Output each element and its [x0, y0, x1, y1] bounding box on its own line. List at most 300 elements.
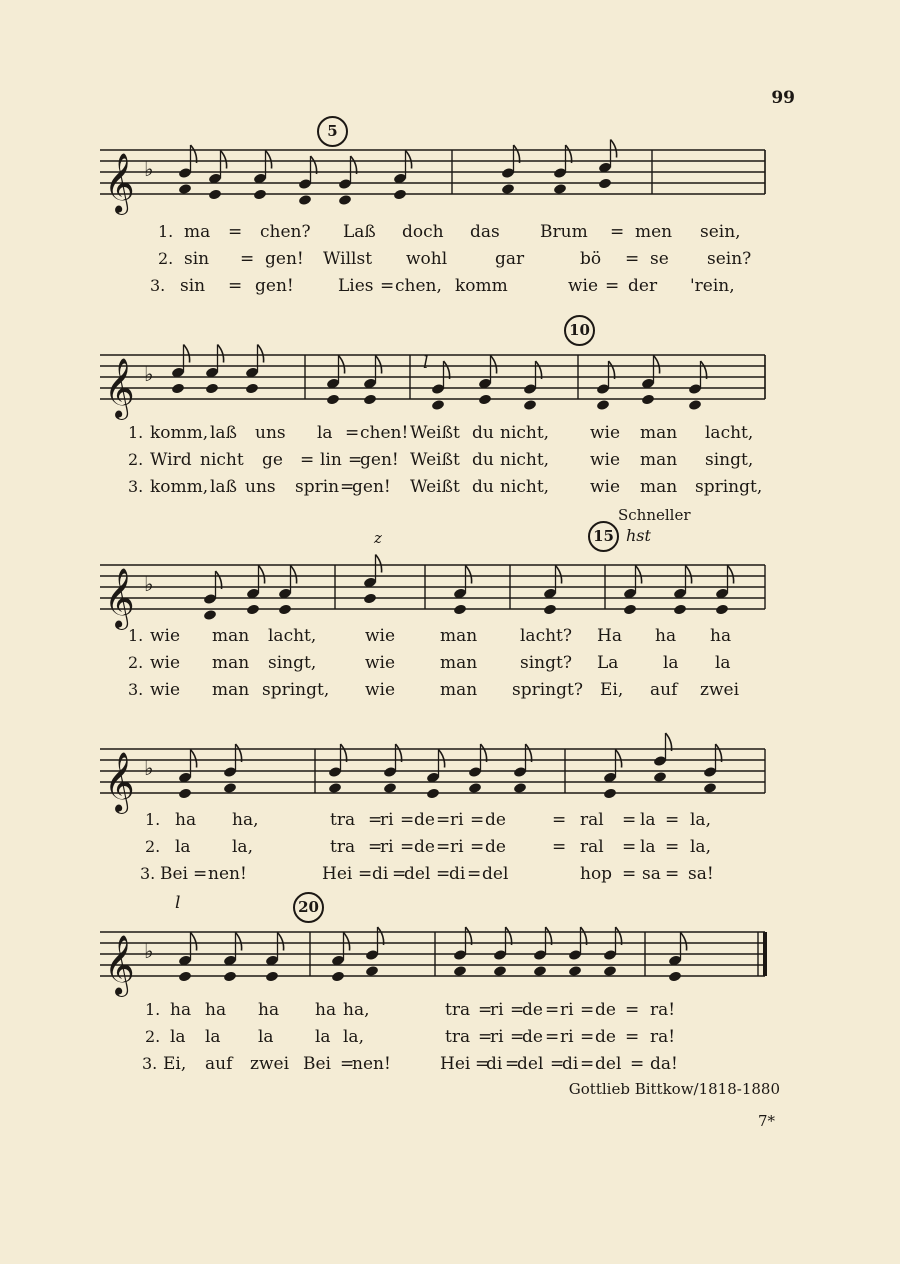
- note-head: [493, 965, 507, 977]
- lyric-hyphen: =: [340, 1054, 355, 1074]
- flat-key-signature-icon: ♭: [144, 939, 154, 963]
- lyric-syllable: ha,: [343, 1000, 370, 1020]
- lyric-syllable: Weißt: [410, 423, 460, 443]
- lyric-syllable: springt,: [695, 477, 763, 497]
- lyric-syllable: di: [449, 864, 466, 884]
- lyric-syllable: se: [650, 249, 669, 269]
- lyric-syllable: Hei: [440, 1054, 471, 1074]
- lyric-syllable: Weißt: [410, 450, 460, 470]
- lyric-syllable: wie: [150, 680, 181, 700]
- lyric-hyphen: =: [228, 222, 243, 242]
- lyric-hyphen: =: [580, 1027, 595, 1047]
- lyric-syllable: de: [522, 1027, 543, 1047]
- flat-key-signature-icon: ♭: [144, 362, 154, 386]
- lyric-syllable: la,: [232, 837, 253, 857]
- rehearsal-mark-10: 10: [564, 315, 595, 346]
- lyric-syllable: ri: [560, 1000, 574, 1020]
- flat-key-signature-icon: ♭: [144, 572, 154, 596]
- lyric-syllable: de: [485, 810, 506, 830]
- lyric-hyphen: =: [240, 249, 255, 269]
- note-flag: [278, 933, 284, 951]
- lyric-hyphen: =: [580, 1000, 595, 1020]
- lyric-syllable: la,: [690, 810, 711, 830]
- lyric-hyphen: =: [552, 810, 567, 830]
- verse-line: [0, 680, 900, 706]
- lyric-hyphen: =: [436, 837, 451, 857]
- note-head: [208, 188, 222, 200]
- lyric-syllable: ma: [184, 222, 211, 242]
- lyric-hyphen: =: [470, 810, 485, 830]
- note-flag: [216, 571, 222, 589]
- note-flag: [258, 345, 264, 363]
- note-head: [533, 965, 547, 977]
- lyric-syllable: de: [522, 1000, 543, 1020]
- lyric-syllable: del: [404, 864, 431, 884]
- lyric-hyphen: =: [392, 864, 407, 884]
- lyric-syllable: Lies: [338, 276, 374, 296]
- lyric-hyphen: =: [348, 450, 363, 470]
- lyric-hyphen: =: [368, 837, 383, 857]
- note-head: [338, 194, 352, 206]
- note-flag: [341, 744, 347, 762]
- verse-number: 3.: [142, 1054, 158, 1073]
- verse-number: 3.: [140, 864, 156, 883]
- lyric-syllable: der: [628, 276, 658, 296]
- lyric-syllable: komm,: [150, 423, 209, 443]
- verse-number: 1.: [128, 423, 144, 442]
- lyric-syllable: Brum: [540, 222, 588, 242]
- lyric-syllable: komm,: [150, 477, 209, 497]
- note-head: [568, 965, 582, 977]
- verse-line: [0, 864, 900, 890]
- lyric-syllable: singt,: [705, 450, 754, 470]
- verse-line: [0, 837, 900, 863]
- articulation-z: z: [374, 529, 382, 547]
- lyric-hyphen: =: [665, 864, 680, 884]
- staff-lines: [100, 343, 770, 418]
- lyric-syllable: nicht,: [500, 477, 550, 497]
- lyric-hyphen: =: [622, 837, 637, 857]
- treble-clef-icon: 𝄞: [104, 358, 135, 418]
- lyric-hyphen: =: [478, 1027, 493, 1047]
- lyric-syllable: Weißt: [410, 477, 460, 497]
- lyric-syllable: di: [486, 1054, 503, 1074]
- lyric-hyphen: =: [436, 864, 451, 884]
- note-head: [178, 970, 192, 982]
- note-flag: [396, 744, 402, 762]
- lyric-syllable: man: [212, 626, 250, 646]
- lyric-syllable: tra: [445, 1027, 471, 1047]
- note-head: [171, 382, 185, 394]
- note-flag: [701, 361, 707, 379]
- note-head: [178, 787, 192, 799]
- lyric-hyphen: =: [475, 1054, 490, 1074]
- verse-number: 1.: [145, 1000, 161, 1019]
- lyric-syllable: Ei,: [163, 1054, 187, 1074]
- staff-system-3: [100, 553, 770, 628]
- note-flag: [344, 933, 350, 951]
- lyric-syllable: Ha: [597, 626, 622, 646]
- note-head: [453, 603, 467, 615]
- note-flag: [536, 361, 542, 379]
- note-flag: [526, 744, 532, 762]
- staff-lines: [100, 138, 770, 213]
- lyric-syllable: wie: [568, 276, 599, 296]
- staff-system-5: [100, 920, 770, 995]
- note-head: [205, 382, 219, 394]
- lyric-syllable: laß: [210, 477, 237, 497]
- lyric-syllable: ha: [175, 810, 197, 830]
- lyric-syllable: sin: [180, 276, 206, 296]
- lyric-syllable: ri: [380, 837, 394, 857]
- lyric-syllable: 'rein,: [690, 276, 735, 296]
- lyric-syllable: springt,: [262, 680, 330, 700]
- note-flag: [266, 151, 272, 169]
- note-flag: [376, 356, 382, 374]
- note-head: [668, 970, 682, 982]
- lyric-syllable: Wird: [150, 450, 192, 470]
- lyric-syllable: ral: [580, 810, 604, 830]
- note-head: [223, 970, 237, 982]
- lyric-syllable: la: [640, 810, 656, 830]
- verse-number: 1.: [128, 626, 144, 645]
- verse-number: 2.: [145, 1027, 161, 1046]
- lyric-syllable: nicht,: [500, 423, 550, 443]
- note-head: [203, 609, 217, 621]
- verse-line: [0, 276, 900, 302]
- lyric-hyphen: =: [478, 1000, 493, 1020]
- note-flag: [259, 566, 265, 584]
- note-head: [688, 399, 702, 411]
- lyric-syllable: ri: [450, 837, 464, 857]
- lyric-syllable: hop: [580, 864, 613, 884]
- note-flag: [481, 744, 487, 762]
- verse-line: [0, 1054, 900, 1080]
- lyric-hyphen: =: [552, 837, 567, 857]
- lyric-syllable: del: [595, 1054, 622, 1074]
- verse-number: 2.: [128, 450, 144, 469]
- rehearsal-mark-15: 15: [588, 521, 619, 552]
- lyric-hyphen: =: [625, 249, 640, 269]
- lyric-hyphen: =: [505, 1054, 520, 1074]
- note-head: [363, 592, 377, 604]
- articulation-l-2: l: [175, 893, 181, 913]
- lyric-syllable: ha: [258, 1000, 280, 1020]
- lyric-syllable: chen!: [360, 423, 409, 443]
- lyric-syllable: zwei: [250, 1054, 290, 1074]
- lyric-syllable: tra: [445, 1000, 471, 1020]
- note-flag: [466, 566, 472, 584]
- note-head: [673, 603, 687, 615]
- verse-line: [0, 450, 900, 476]
- verse-line: [0, 249, 900, 275]
- lyric-syllable: auf: [205, 1054, 233, 1074]
- note-flag: [221, 151, 227, 169]
- lyric-hyphen: =: [625, 1027, 640, 1047]
- lyric-syllable: singt,: [268, 653, 317, 673]
- note-flag: [636, 566, 642, 584]
- lyric-syllable: man: [440, 680, 478, 700]
- lyric-syllable: gen!: [265, 249, 304, 269]
- lyric-hyphen: =: [193, 864, 208, 884]
- lyric-syllable: Laß: [343, 222, 376, 242]
- note-flag: [616, 750, 622, 768]
- lyric-hyphen: =: [300, 450, 315, 470]
- lyric-hyphen: =: [545, 1027, 560, 1047]
- lyric-syllable: sa!: [688, 864, 714, 884]
- lyric-syllable: man: [640, 423, 678, 443]
- lyric-hyphen: =: [358, 864, 373, 884]
- verse-number: 2.: [145, 837, 161, 856]
- lyric-syllable: doch: [402, 222, 444, 242]
- note-head: [253, 188, 267, 200]
- lyric-syllable: de: [414, 810, 435, 830]
- lyric-hyphen: =: [630, 1054, 645, 1074]
- note-head: [298, 194, 312, 206]
- lyric-syllable: Willst: [323, 249, 373, 269]
- note-head: [598, 177, 612, 189]
- lyric-syllable: man: [440, 653, 478, 673]
- note-head: [326, 393, 340, 405]
- note-head: [246, 603, 260, 615]
- note-head: [703, 782, 717, 794]
- note-head: [331, 970, 345, 982]
- lyric-syllable: nicht,: [500, 450, 550, 470]
- lyric-syllable: la: [205, 1027, 221, 1047]
- note-flag: [291, 566, 297, 584]
- rehearsal-mark-20: 20: [293, 892, 324, 923]
- note-head: [513, 782, 527, 794]
- lyric-syllable: de: [595, 1027, 616, 1047]
- page-number: 99: [771, 88, 795, 108]
- lyric-hyphen: =: [470, 837, 485, 857]
- verse-line: [0, 1000, 900, 1026]
- lyric-syllable: wie: [590, 477, 621, 497]
- lyric-hyphen: =: [400, 837, 415, 857]
- lyric-syllable: ha: [205, 1000, 227, 1020]
- note-flag: [546, 927, 552, 945]
- lyric-hyphen: =: [622, 864, 637, 884]
- lyric-syllable: Bei: [160, 864, 188, 884]
- lyric-syllable: zwei: [700, 680, 740, 700]
- lyric-syllable: la: [258, 1027, 274, 1047]
- note-flag: [654, 356, 660, 374]
- note-head: [543, 603, 557, 615]
- lyric-syllable: gen!: [360, 450, 399, 470]
- note-head: [523, 399, 537, 411]
- lyric-hyphen: =: [380, 276, 395, 296]
- note-flag: [339, 356, 345, 374]
- lyric-syllable: du: [472, 423, 494, 443]
- lyric-syllable: tra: [330, 837, 356, 857]
- note-head: [623, 603, 637, 615]
- verse-line: [0, 626, 900, 652]
- lyric-syllable: lacht,: [705, 423, 754, 443]
- lyric-hyphen: =: [368, 810, 383, 830]
- note-flag: [236, 744, 242, 762]
- rehearsal-mark-5: 5: [317, 116, 348, 147]
- lyric-hyphen: =: [400, 810, 415, 830]
- lyric-syllable: ha: [710, 626, 732, 646]
- note-flag: [218, 345, 224, 363]
- lyric-syllable: wie: [590, 450, 621, 470]
- lyric-syllable: singt?: [520, 653, 572, 673]
- lyric-syllable: sprin: [295, 477, 340, 497]
- note-flag: [184, 345, 190, 363]
- lyric-syllable: ri: [380, 810, 394, 830]
- lyric-syllable: das: [470, 222, 500, 242]
- lyric-hyphen: =: [510, 1000, 525, 1020]
- note-flag: [556, 566, 562, 584]
- note-flag: [378, 927, 384, 945]
- lyric-syllable: Bei: [303, 1054, 331, 1074]
- lyric-syllable: nen!: [208, 864, 247, 884]
- note-head: [245, 382, 259, 394]
- lyric-syllable: man: [212, 680, 250, 700]
- note-head: [365, 965, 379, 977]
- note-flag: [611, 140, 617, 158]
- note-head: [596, 399, 610, 411]
- note-flag: [686, 566, 692, 584]
- lyric-syllable: lin: [320, 450, 342, 470]
- lyric-hyphen: =: [665, 810, 680, 830]
- flat-key-signature-icon: ♭: [144, 157, 154, 181]
- lyric-syllable: ge: [262, 450, 283, 470]
- lyric-syllable: gen!: [352, 477, 391, 497]
- lyric-syllable: auf: [650, 680, 678, 700]
- verse-number: 2.: [158, 249, 174, 268]
- note-flag: [506, 927, 512, 945]
- lyric-syllable: la: [170, 1027, 186, 1047]
- lyric-syllable: del: [482, 864, 509, 884]
- verse-line: [0, 810, 900, 836]
- lyric-syllable: di: [372, 864, 389, 884]
- note-head: [715, 603, 729, 615]
- lyric-syllable: lacht,: [268, 626, 317, 646]
- note-head: [265, 970, 279, 982]
- lyric-syllable: springt?: [512, 680, 583, 700]
- lyric-syllable: la: [663, 653, 679, 673]
- flat-key-signature-icon: ♭: [144, 756, 154, 780]
- lyric-syllable: ha: [655, 626, 677, 646]
- lyric-hyphen: =: [665, 837, 680, 857]
- note-flag: [728, 566, 734, 584]
- lyric-syllable: la: [640, 837, 656, 857]
- lyric-syllable: ha,: [232, 810, 259, 830]
- lyric-hyphen: =: [605, 276, 620, 296]
- note-head: [468, 782, 482, 794]
- verse-number: 2.: [128, 653, 144, 672]
- lyric-syllable: de: [595, 1000, 616, 1020]
- note-flag: [581, 927, 587, 945]
- lyric-syllable: la: [715, 653, 731, 673]
- verse-line: [0, 423, 900, 449]
- note-head: [641, 393, 655, 405]
- lyric-syllable: nen!: [352, 1054, 391, 1074]
- lyric-hyphen: =: [625, 1000, 640, 1020]
- note-flag: [681, 933, 687, 951]
- lyric-hyphen: =: [610, 222, 625, 242]
- verse-line: [0, 222, 900, 248]
- note-flag: [191, 933, 197, 951]
- note-flag: [666, 733, 672, 751]
- lyric-syllable: wie: [365, 680, 396, 700]
- lyric-hyphen: =: [622, 810, 637, 830]
- note-flag: [439, 750, 445, 768]
- lyric-syllable: chen?: [260, 222, 311, 242]
- lyric-syllable: la: [317, 423, 333, 443]
- lyric-syllable: sein,: [700, 222, 741, 242]
- note-flag: [609, 361, 615, 379]
- note-flag: [491, 356, 497, 374]
- lyric-hyphen: =: [510, 1027, 525, 1047]
- verse-number: 3.: [128, 477, 144, 496]
- lyric-syllable: de: [485, 837, 506, 857]
- note-head: [383, 782, 397, 794]
- lyric-hyphen: =: [467, 864, 482, 884]
- lyric-syllable: la,: [690, 837, 711, 857]
- note-flag: [376, 555, 382, 573]
- treble-clef-icon: 𝄞: [104, 568, 135, 628]
- verse-number: 3.: [150, 276, 166, 295]
- staff-system-4: [100, 737, 770, 812]
- lyric-syllable: man: [440, 626, 478, 646]
- note-flag: [191, 750, 197, 768]
- lyric-syllable: uns: [255, 423, 286, 443]
- lyric-syllable: La: [597, 653, 619, 673]
- note-head: [363, 393, 377, 405]
- treble-clef-icon: 𝄞: [104, 153, 135, 213]
- lyric-syllable: de: [414, 837, 435, 857]
- staff-lines: [100, 737, 770, 812]
- lyric-syllable: wohl: [406, 249, 448, 269]
- note-head: [178, 183, 192, 195]
- lyric-syllable: man: [212, 653, 250, 673]
- lyric-syllable: da!: [650, 1054, 678, 1074]
- lyric-syllable: la: [315, 1027, 331, 1047]
- articulation-hst: hst: [626, 526, 651, 545]
- lyric-hyphen: =: [340, 477, 355, 497]
- note-head: [453, 965, 467, 977]
- verse-number: 1.: [145, 810, 161, 829]
- verse-number: 3.: [128, 680, 144, 699]
- note-head: [431, 399, 445, 411]
- lyric-syllable: wie: [150, 626, 181, 646]
- verse-line: [0, 653, 900, 679]
- lyric-syllable: tra: [330, 810, 356, 830]
- note-head: [603, 965, 617, 977]
- lyric-syllable: ri: [560, 1027, 574, 1047]
- lyric-syllable: komm: [455, 276, 508, 296]
- lyric-syllable: sa: [642, 864, 661, 884]
- note-flag: [466, 927, 472, 945]
- lyric-syllable: la,: [343, 1027, 364, 1047]
- lyric-syllable: laß: [210, 423, 237, 443]
- lyric-syllable: wie: [590, 423, 621, 443]
- lyric-syllable: wie: [365, 653, 396, 673]
- verse-line: [0, 477, 900, 503]
- verse-number: 1.: [158, 222, 174, 241]
- lyric-syllable: la: [175, 837, 191, 857]
- note-head: [328, 782, 342, 794]
- lyric-hyphen: =: [228, 276, 243, 296]
- lyric-syllable: nicht: [200, 450, 244, 470]
- note-flag: [406, 151, 412, 169]
- note-head: [653, 771, 667, 783]
- staff-lines: [100, 920, 770, 995]
- verse-line: [0, 1027, 900, 1053]
- lyric-syllable: wie: [365, 626, 396, 646]
